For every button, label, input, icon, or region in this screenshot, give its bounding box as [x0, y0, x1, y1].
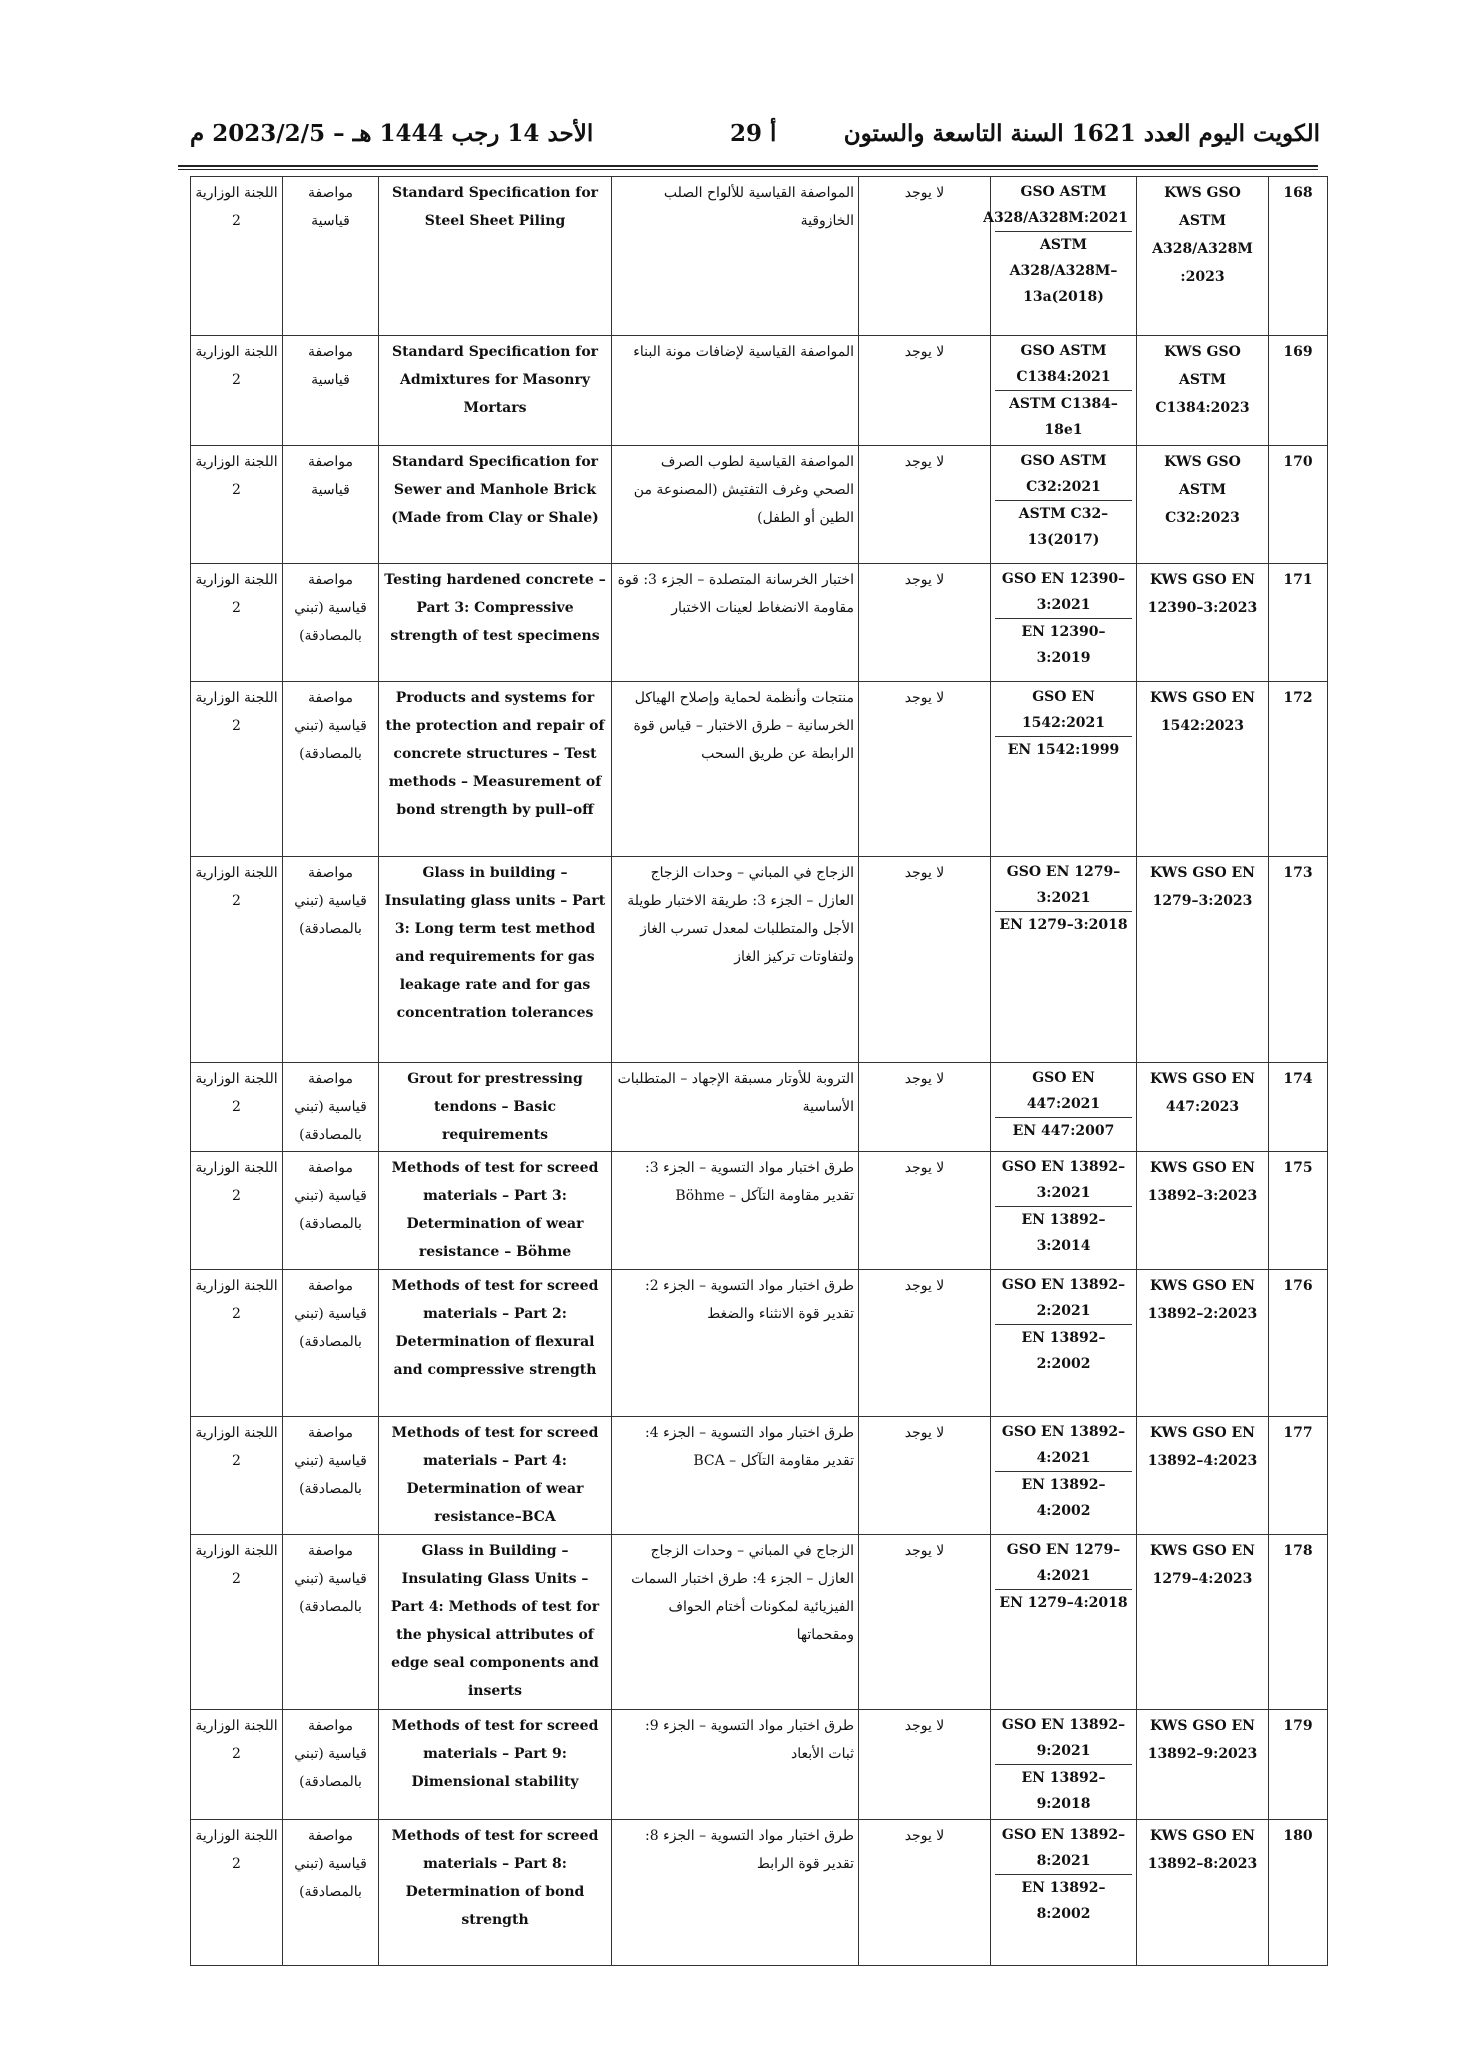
reference-code: EN 13892–8:2002 [1021, 1880, 1106, 1922]
arabic-title: التروبة للأوتار مسبقة الإجهاد – المتطلبات الأساسية [612, 1063, 859, 1152]
row-number: 177 [1269, 1417, 1328, 1535]
gso-reference-cell [991, 446, 1137, 564]
standard-type: مواصفة قياسية (تبني بالمصادقة) [283, 1710, 379, 1820]
reference-code: ASTM A328/A328M–13a(2018) [1009, 237, 1118, 305]
gso-code: GSO EN 1279–4:2021 [995, 1537, 1132, 1590]
reference-code: EN 13892–3:2014 [1021, 1212, 1106, 1254]
gso-reference-cell [991, 1063, 1137, 1152]
gso-reference-cell [991, 1820, 1137, 1966]
gso-code: GSO ASTM C1384:2021 [995, 338, 1132, 391]
committee: اللجنة الوزارية 2 [191, 1270, 283, 1417]
arabic-title: طرق اختبار مواد التسوية – الجزء 2: تقدير قوة الانثناء والضغط [612, 1270, 859, 1417]
row-number: 173 [1269, 857, 1328, 1063]
gso-reference-cell [991, 564, 1137, 682]
header-rule [178, 165, 1318, 167]
table-row [191, 1152, 1328, 1270]
kws-code: KWS GSO EN 13892–3:2023 [1137, 1152, 1269, 1270]
english-title: Methods of test for screed materials – Part 3: Determination of wear resistance – Böhme [379, 1152, 612, 1270]
header-rule-thin [178, 169, 1318, 170]
reference-code: ASTM C32–13(2017) [1018, 506, 1109, 548]
arabic-title: منتجات وأنظمة لحماية وإصلاح الهياكل الخرسانية – طرق الاختبار – قياس قوة الرابطة عن طريق السحب [612, 682, 859, 857]
english-title: Grout for prestressing tendons – Basic requirements [379, 1063, 612, 1152]
gso-code: GSO EN 13892–4:2021 [995, 1419, 1132, 1472]
english-title: Products and systems for the protection and repair of concrete structures – Test methods – Measurement of bond strength by pull–off [379, 682, 612, 857]
committee: اللجنة الوزارية 2 [191, 1152, 283, 1270]
row-number: 178 [1269, 1535, 1328, 1710]
kws-code: KWS GSO EN 13892–8:2023 [1137, 1820, 1269, 1966]
kws-code: KWS GSO EN 13892–9:2023 [1137, 1710, 1269, 1820]
kws-code: KWS GSO EN 1542:2023 [1137, 682, 1269, 857]
gso-code: GSO ASTM A328/A328M:2021 [995, 179, 1132, 232]
standard-type: مواصفة قياسية [283, 336, 379, 446]
gso-reference-cell [991, 682, 1137, 857]
equivalent-standard: لا يوجد [859, 1820, 991, 1966]
equivalent-standard: لا يوجد [859, 336, 991, 446]
equivalent-standard: لا يوجد [859, 857, 991, 1063]
page-number: أ 29 [730, 120, 777, 147]
standard-type: مواصفة قياسية (تبني بالمصادقة) [283, 1535, 379, 1710]
reference-code: EN 13892–9:2018 [1021, 1770, 1106, 1812]
row-number: 172 [1269, 682, 1328, 857]
english-title: Glass in building – Insulating glass units – Part 3: Long term test method and requirements for gas leakage rate and for gas concentration tolerances [379, 857, 612, 1063]
equivalent-standard: لا يوجد [859, 177, 991, 336]
equivalent-standard: لا يوجد [859, 682, 991, 857]
gso-reference-cell [991, 1535, 1137, 1710]
arabic-title: اختبار الخرسانة المتصلدة – الجزء 3: قوة مقاومة الانضغاط لعينات الاختبار [612, 564, 859, 682]
english-title: Methods of test for screed materials – Part 4: Determination of wear resistance–BCA [379, 1417, 612, 1535]
arabic-title: المواصفة القياسية للألواح الصلب الخازوقية [612, 177, 859, 336]
row-number: 168 [1269, 177, 1328, 336]
gso-reference-cell [991, 336, 1137, 446]
gso-reference-cell [991, 1710, 1137, 1820]
kws-code: KWS GSO EN 13892–4:2023 [1137, 1417, 1269, 1535]
issue-date: الأحد 14 رجب 1444 هـ – 2023/2/5 م [190, 120, 594, 147]
gso-code: GSO EN 447:2021 [995, 1065, 1132, 1118]
row-number: 176 [1269, 1270, 1328, 1417]
reference-code: EN 1542:1999 [1007, 742, 1120, 758]
reference-code: EN 13892–2:2002 [1021, 1330, 1106, 1372]
standard-type: مواصفة قياسية (تبني بالمصادقة) [283, 1063, 379, 1152]
kws-code: KWS GSO EN 13892–2:2023 [1137, 1270, 1269, 1417]
arabic-title: طرق اختبار مواد التسوية – الجزء 3: تقدير مقاومة التآكل – Böhme [612, 1152, 859, 1270]
committee: اللجنة الوزارية 2 [191, 1710, 283, 1820]
arabic-title: الزجاج في المباني – وحدات الزجاج العازل – الجزء 4: طرق اختبار السمات الفيزيائية لمكونات أختام الحواف ومقحماتها [612, 1535, 859, 1710]
table-row [191, 1063, 1328, 1152]
arabic-title: الزجاج في المباني – وحدات الزجاج العازل – الجزء 3: طريقة الاختبار طويلة الأجل والمتطلبات لمعدل تسرب الغاز ولتفاوتات تركيز الغاز [612, 857, 859, 1063]
gso-reference-cell [991, 1270, 1137, 1417]
english-title: Methods of test for screed materials – Part 8: Determination of bond strength [379, 1820, 612, 1966]
gso-code: GSO ASTM C32:2021 [995, 448, 1132, 501]
english-title: Glass in Building – Insulating Glass Units – Part 4: Methods of test for the physical attributes of edge seal components and inserts [379, 1535, 612, 1710]
table-row [191, 1710, 1328, 1820]
kws-code: KWS GSO ASTM C1384:2023 [1137, 336, 1269, 446]
page-header [190, 120, 1320, 160]
gso-code: GSO EN 12390–3:2021 [995, 566, 1132, 619]
row-number: 171 [1269, 564, 1328, 682]
kws-code: KWS GSO EN 1279–4:2023 [1137, 1535, 1269, 1710]
gso-code: GSO EN 13892–2:2021 [995, 1272, 1132, 1325]
table-row [191, 1270, 1328, 1417]
reference-code: EN 447:2007 [1012, 1123, 1115, 1139]
standard-type: مواصفة قياسية (تبني بالمصادقة) [283, 564, 379, 682]
gso-code: GSO EN 13892–9:2021 [995, 1712, 1132, 1765]
committee: اللجنة الوزارية 2 [191, 1417, 283, 1535]
committee: اللجنة الوزارية 2 [191, 857, 283, 1063]
committee: اللجنة الوزارية 2 [191, 1535, 283, 1710]
equivalent-standard: لا يوجد [859, 1270, 991, 1417]
table-row [191, 446, 1328, 564]
reference-code: EN 1279–3:2018 [999, 917, 1128, 933]
standard-type: مواصفة قياسية (تبني بالمصادقة) [283, 1417, 379, 1535]
standard-type: مواصفة قياسية [283, 177, 379, 336]
standard-type: مواصفة قياسية [283, 446, 379, 564]
committee: اللجنة الوزارية 2 [191, 564, 283, 682]
gso-reference-cell [991, 1417, 1137, 1535]
table-row [191, 564, 1328, 682]
standard-type: مواصفة قياسية (تبني بالمصادقة) [283, 1820, 379, 1966]
table-row [191, 1535, 1328, 1710]
equivalent-standard: لا يوجد [859, 1535, 991, 1710]
table-row [191, 857, 1328, 1063]
equivalent-standard: لا يوجد [859, 446, 991, 564]
row-number: 180 [1269, 1820, 1328, 1966]
kws-code: KWS GSO ASTM A328/A328M :2023 [1137, 177, 1269, 336]
gso-code: GSO EN 1542:2021 [995, 684, 1132, 737]
committee: اللجنة الوزارية 2 [191, 446, 283, 564]
gso-reference-cell [983, 177, 1137, 336]
row-number: 175 [1269, 1152, 1328, 1270]
standards-table [190, 176, 1328, 1966]
arabic-title: طرق اختبار مواد التسوية – الجزء 9: ثبات الأبعاد [612, 1710, 859, 1820]
gso-code: GSO EN 13892–3:2021 [995, 1154, 1132, 1207]
table-row [191, 177, 1328, 336]
english-title: Methods of test for screed materials – Part 9: Dimensional stability [379, 1710, 612, 1820]
reference-code: ASTM C1384–18e1 [1009, 396, 1118, 438]
committee: اللجنة الوزارية 2 [191, 177, 283, 336]
committee: اللجنة الوزارية 2 [191, 1820, 283, 1966]
row-number: 170 [1269, 446, 1328, 564]
gso-code: GSO EN 1279–3:2021 [995, 859, 1132, 912]
kws-code: KWS GSO EN 1279–3:2023 [1137, 857, 1269, 1063]
gso-reference-cell [991, 1152, 1137, 1270]
equivalent-standard: لا يوجد [859, 1710, 991, 1820]
equivalent-standard: لا يوجد [859, 1152, 991, 1270]
english-title: Standard Specification for Admixtures for Masonry Mortars [379, 336, 612, 446]
arabic-title: طرق اختبار مواد التسوية – الجزء 4: تقدير مقاومة التآكل – BCA [612, 1417, 859, 1535]
english-title: Standard Specification for Sewer and Manhole Brick (Made from Clay or Shale) [379, 446, 612, 564]
kws-code: KWS GSO EN 447:2023 [1137, 1063, 1269, 1152]
table-row [191, 682, 1328, 857]
english-title: Methods of test for screed materials – Part 2: Determination of flexural and compressive strength [379, 1270, 612, 1417]
reference-code: EN 1279–4:2018 [999, 1595, 1128, 1611]
equivalent-standard: لا يوجد [859, 1063, 991, 1152]
reference-code: EN 12390–3:2019 [1021, 624, 1106, 666]
committee: اللجنة الوزارية 2 [191, 336, 283, 446]
committee: اللجنة الوزارية 2 [191, 682, 283, 857]
standard-type: مواصفة قياسية (تبني بالمصادقة) [283, 1270, 379, 1417]
reference-code: EN 13892–4:2002 [1021, 1477, 1106, 1519]
equivalent-standard: لا يوجد [859, 1417, 991, 1535]
row-number: 174 [1269, 1063, 1328, 1152]
arabic-title: المواصفة القياسية لطوب الصرف الصحي وغرف التفتيش (المصنوعة من الطين أو الطفل) [612, 446, 859, 564]
committee: اللجنة الوزارية 2 [191, 1063, 283, 1152]
row-number: 179 [1269, 1710, 1328, 1820]
gso-reference-cell [991, 857, 1137, 1063]
table-row [191, 1417, 1328, 1535]
standard-type: مواصفة قياسية (تبني بالمصادقة) [283, 857, 379, 1063]
gso-code: GSO EN 13892–8:2021 [995, 1822, 1132, 1875]
arabic-title: المواصفة القياسية لإضافات مونة البناء [612, 336, 859, 446]
arabic-title: طرق اختبار مواد التسوية – الجزء 8: تقدير قوة الرابط [612, 1820, 859, 1966]
english-title: Standard Specification for Steel Sheet Piling [379, 177, 612, 336]
gazette-title: الكويت اليوم العدد 1621 السنة التاسعة والستون [843, 120, 1320, 147]
english-title: Testing hardened concrete – Part 3: Compressive strength of test specimens [379, 564, 612, 682]
table-row [191, 336, 1328, 446]
kws-code: KWS GSO EN 12390–3:2023 [1137, 564, 1269, 682]
standard-type: مواصفة قياسية (تبني بالمصادقة) [283, 682, 379, 857]
standard-type: مواصفة قياسية (تبني بالمصادقة) [283, 1152, 379, 1270]
kws-code: KWS GSO ASTM C32:2023 [1137, 446, 1269, 564]
table-row [191, 1820, 1328, 1966]
row-number: 169 [1269, 336, 1328, 446]
equivalent-standard: لا يوجد [859, 564, 991, 682]
